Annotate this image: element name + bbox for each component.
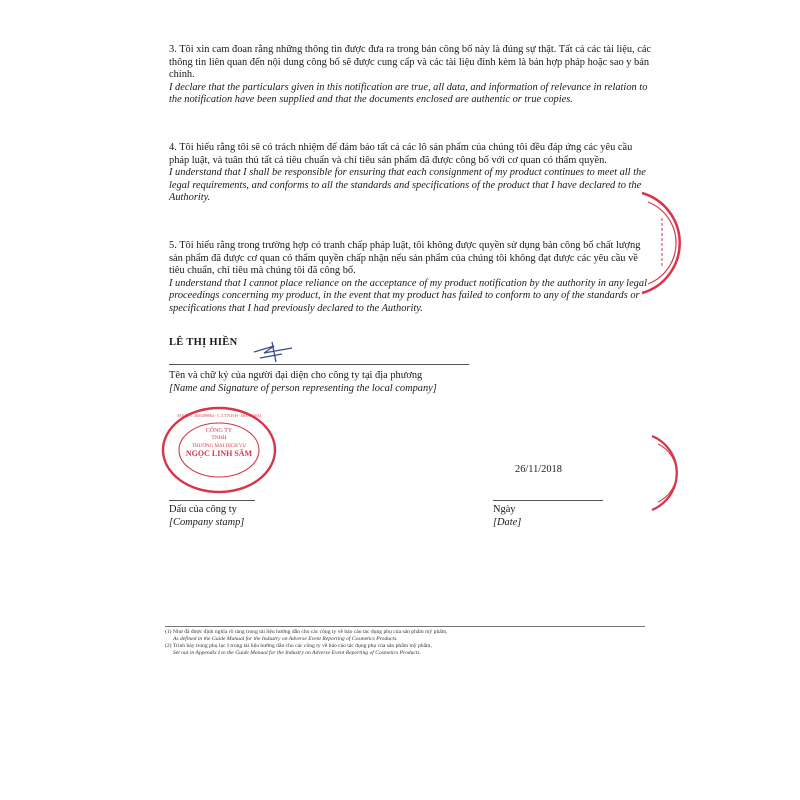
footnote-rule	[165, 626, 645, 627]
signature-caption-en: [Name and Signature of person representing the local company]	[169, 383, 437, 394]
signature-caption-vn: Tên và chữ ký của người đại diện cho công ty tại địa phương	[169, 370, 423, 381]
paragraph-3	[169, 44, 655, 107]
signature-caption	[169, 369, 437, 395]
paragraph-3-vn: 3. Tôi xin cam đoan rằng những thông tin được đưa ra trong bản công bố này là đúng sự thật. Tất cả các tài liệu, các thông tin liên quan đến nội dung công bố sẽ được cung cấp và các tài liệu đính kèm là bản hợp pháp hoặc sao y bản chính.	[169, 44, 652, 81]
date-caption-en: [Date]	[493, 517, 522, 528]
footnote-2-en: Set out in Appendix I to the Guide Manual for the Industry on Adverse Event Reporting of Cosmetics Products.	[173, 650, 422, 656]
stamp-line3: THƯƠNG MẠI DỊCH VỤ	[191, 444, 247, 449]
edge-seal-upper	[640, 188, 690, 298]
edge-seal-lower	[648, 432, 688, 514]
stamp-name: NGỌC LINH SÂM	[185, 449, 253, 458]
company-stamp	[160, 405, 278, 495]
date-line	[493, 500, 603, 501]
footnote-1-vn: (1) Như đã được định nghĩa rõ ràng trong tài liệu hướng dẫn cho các công ty về báo cáo tác dụng phụ của sản phẩm mỹ phẩm,	[165, 629, 448, 635]
stamp-top: CÔNG TY	[205, 428, 233, 434]
date-value: 26/11/2018	[515, 464, 562, 475]
signature-line	[169, 364, 469, 365]
footnotes	[165, 626, 665, 657]
date-caption-vn: Ngày	[493, 504, 516, 515]
stamp-caption-en: [Company stamp]	[169, 517, 245, 528]
stamp-line	[169, 500, 255, 501]
stamp-ring: M.S.D.N: 3603498064 - C.T.T.N.H.H - ĐỒNG NAI	[177, 413, 261, 418]
date-caption	[493, 503, 521, 529]
footnote-2-vn: (2) Trình bày trong phụ lục I trong tài liệu hướng dẫn cho các công ty về báo cáo tác dụng phụ của sản phẩm mỹ phẩm,	[165, 643, 432, 649]
signer-name: LÊ THỊ HIỀN	[169, 337, 238, 348]
paragraph-3-en: I declare that the particulars given in this notification are true, all data, and information of relevance in relation to the notification have been supplied and that the documents enclosed are authentic or true copies.	[169, 81, 648, 106]
signature-scrawl	[252, 340, 296, 366]
stamp-caption	[169, 503, 244, 529]
paragraph-4-en: I understand that I shall be responsible for ensuring that each consignment of my product continues to meet all the legal requirements, and conforms to all the standards and specifications of the product that I have declared to the Authority.	[169, 167, 646, 204]
paragraph-5-vn: 5. Tôi hiểu rằng trong trường hợp có tranh chấp pháp luật, tôi không được quyền sử dụng bản công bố chất lượng sản phẩm đã được cơ quan có thẩm quyền chấp nhận nếu sản phẩm của chúng tôi không đạt được các yêu cầu về tiêu chuẩn, chỉ tiêu mà chúng tôi đã công bố.	[169, 240, 641, 277]
stamp-line2: TNHH	[211, 435, 227, 441]
paragraph-5-en: I understand that I cannot place reliance on the acceptance of my product notification by the authority in any legal proceedings concerning my product, in the event that my product has failed to conform to any of the standards or specifications that I had previously declared to the Authority.	[169, 277, 647, 314]
stamp-caption-vn: Dấu của công ty	[169, 504, 237, 515]
paragraph-5	[169, 240, 655, 316]
paragraph-4	[169, 142, 655, 205]
paragraph-4-vn: 4. Tôi hiểu rằng tôi sẽ có trách nhiệm để đảm bảo tất cả các lô sản phẩm của chúng tôi đều đáp ứng các yêu cầu pháp luật, và tuân thủ tất cả tiêu chuẩn và chỉ tiêu sản phẩm đã được công bố với cơ quan có thẩm quyền.	[169, 142, 633, 166]
footnote-1-en: As defined in the Guide Manual for the Industry on Adverse Event Reporting of Cosmetics Products.	[173, 636, 398, 642]
